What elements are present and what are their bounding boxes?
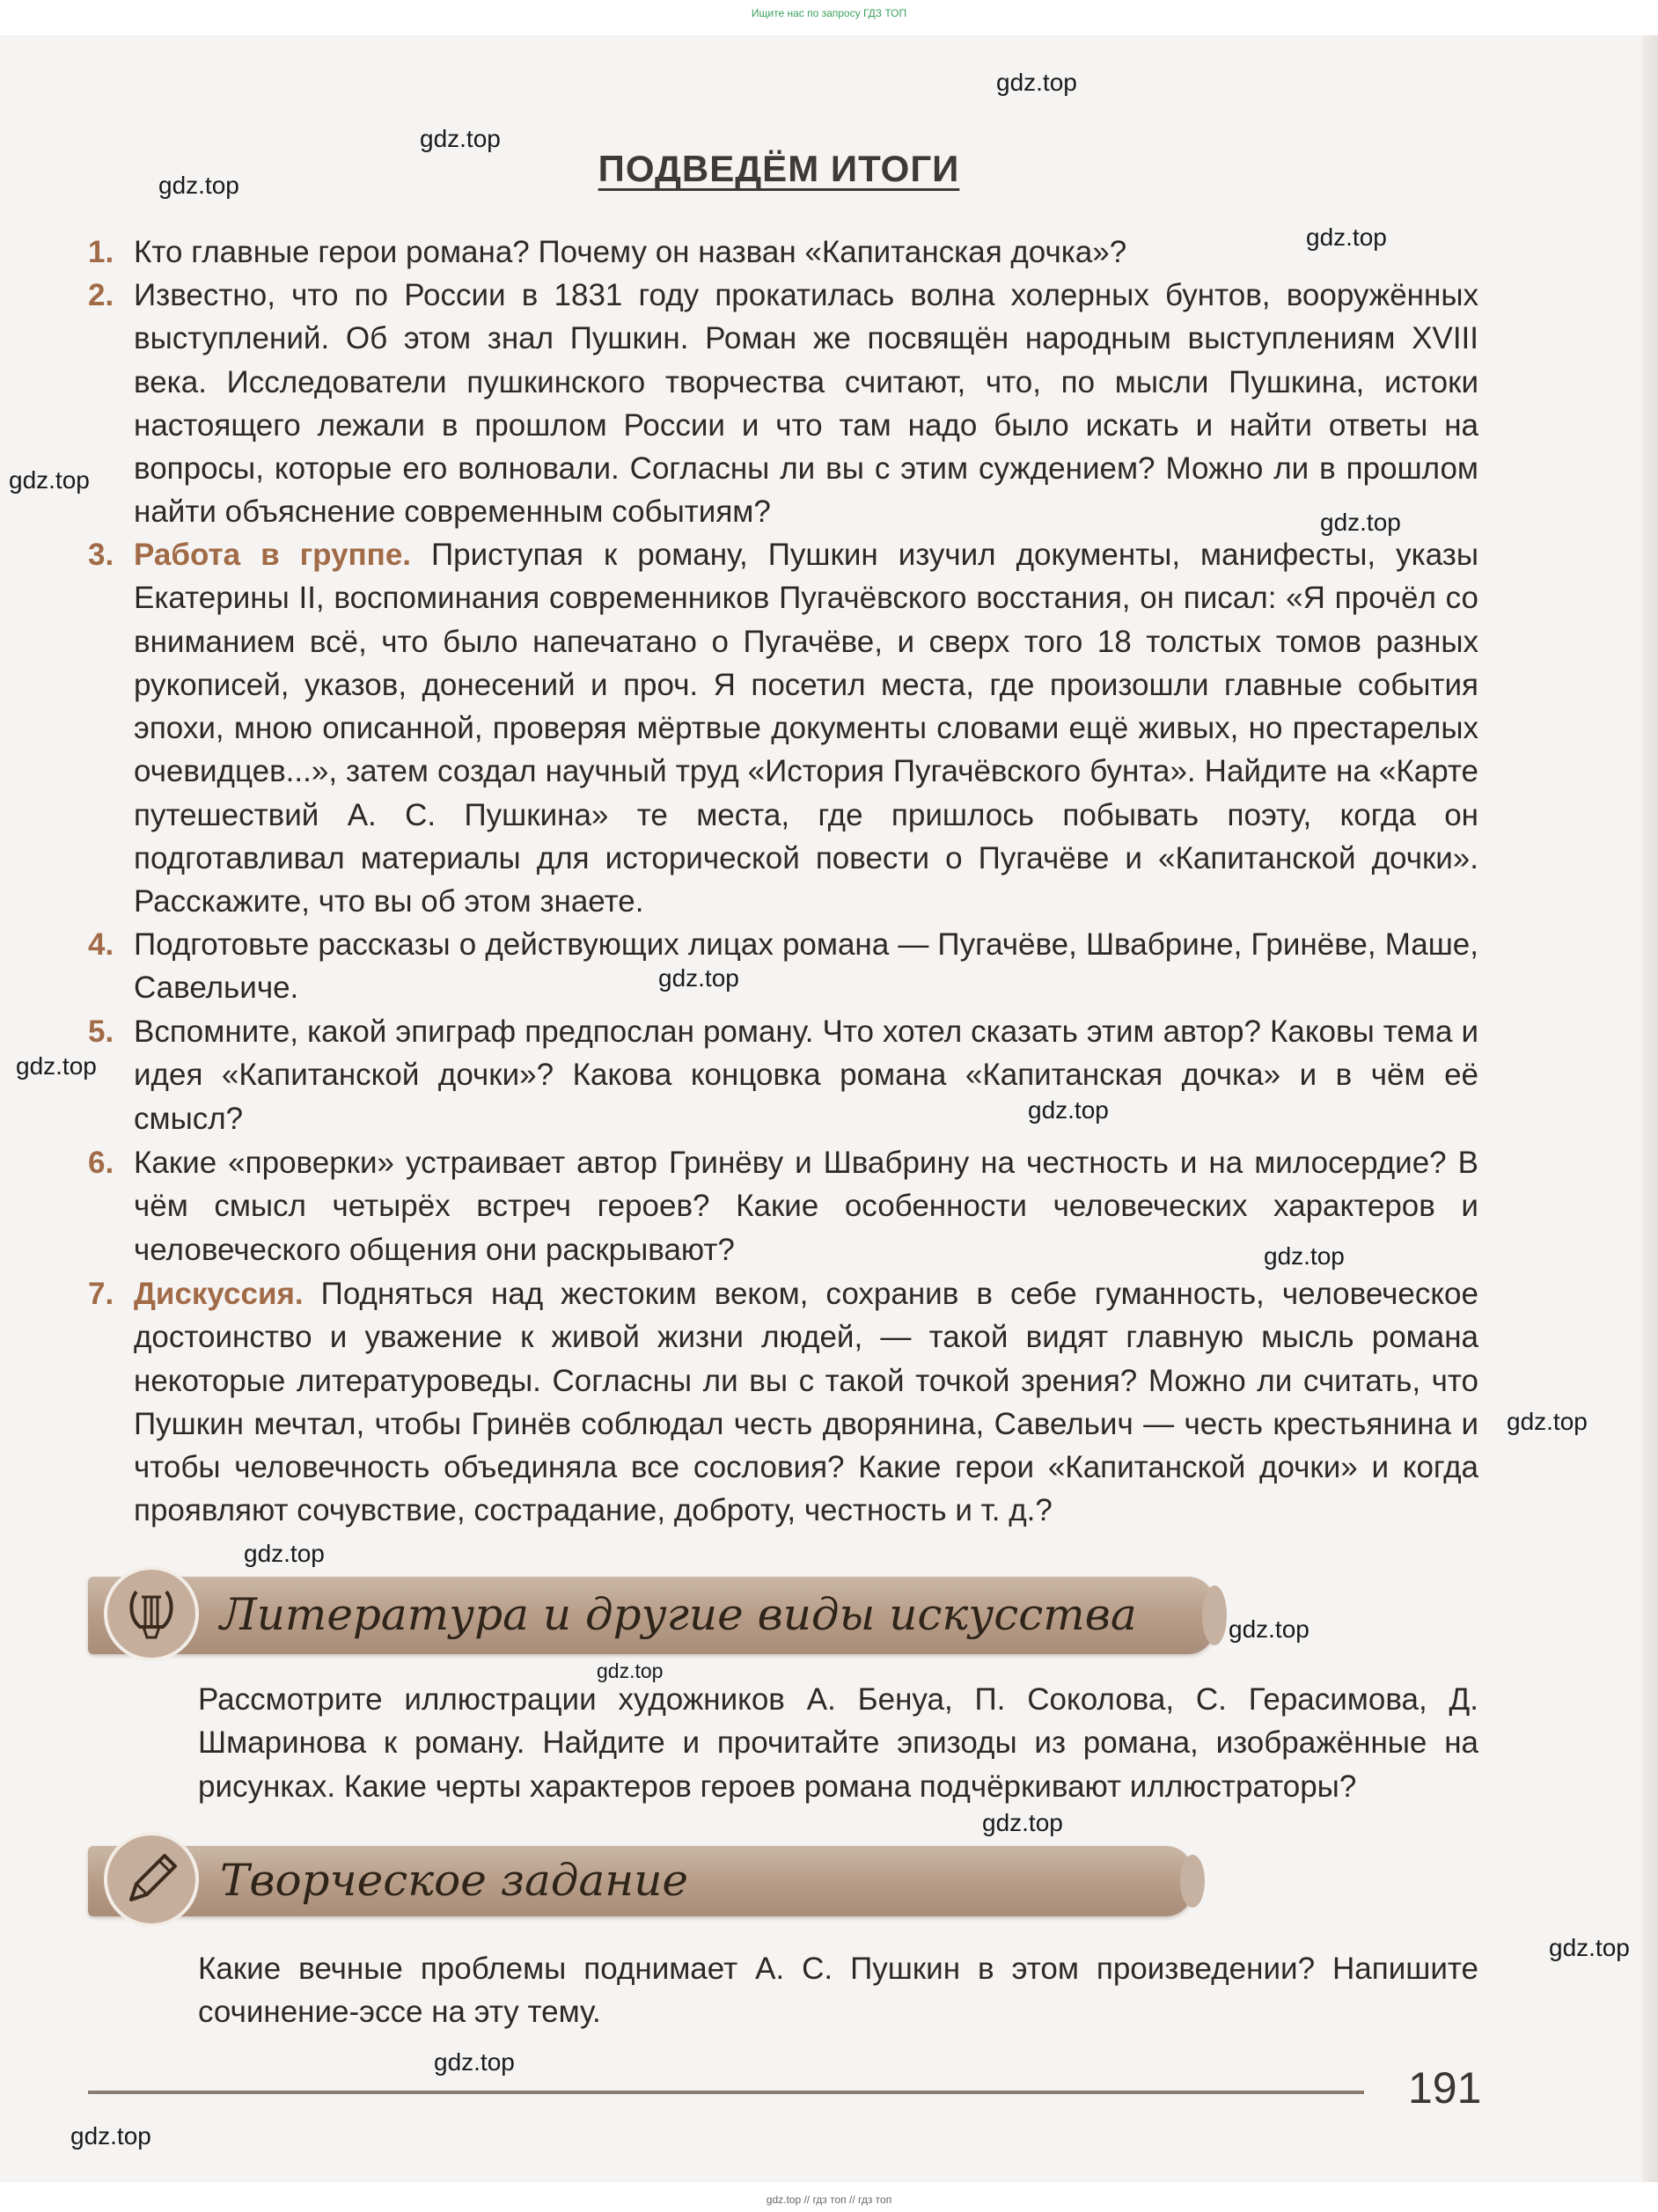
watermark: gdz.top (1549, 1934, 1630, 1961)
question-text: Кто главные герои романа? Почему он назван «Капитанская дочка»? (134, 235, 1127, 269)
lyre-icon (104, 1566, 199, 1661)
page-number: 191 (1408, 2063, 1482, 2113)
question-lead: Дискуссия. (134, 1277, 304, 1311)
watermark: gdz.top (1507, 1408, 1588, 1435)
question-4 (88, 923, 1478, 1010)
creative-banner (88, 1846, 1192, 1916)
question-text: Подняться над жестоким веком, сохранив в себе гуманность, человеческое достоинство и уважение к живой жизни людей, — такой видят главную мысль романа некоторые литературоведы. Согласны ли вы с такой точкой зрения? Можно ли считать, что Пушкин мечтал, чтобы Гринёв соблюдал честь дворянина, Савельич — честь крестьянина и чтобы человечность объединяла все сословия? Какие герои «Капитанской дочки» и когда проявляют сочувствие, сострадание, доброту, честность и т. д.? (134, 1277, 1478, 1528)
arts-banner-title: Литература и другие виды искусства (220, 1589, 1137, 1640)
watermark: gdz.top (9, 466, 90, 494)
watermark: gdz.top (70, 2122, 151, 2150)
watermark: gdz.top (16, 1052, 97, 1080)
watermark: gdz.top (597, 1659, 664, 1682)
pencil-icon (104, 1832, 199, 1927)
watermark: gdz.top (982, 1809, 1063, 1836)
question-number: 2. (88, 278, 114, 312)
page-title: ПОДВЕДЁМ ИТОГИ (598, 148, 960, 189)
question-text: Приступая к роману, Пушкин изучил документы, манифесты, указы Екатерины II, воспоминания современников Пугачёвского восстания, он писал: «Я прочёл со вниманием всё, что было напечатано о Пугачёве, и сверх того 18 толстых томов разных рукописей, указов, донесений и проч. Я посетил места, где произошли главные события эпохи, мною описанной, проверяя мёртвые документы словами ещё живых, но престарелых очевидцев...», затем создал научный труд «История Пугачёвского бунта». Найдите на «Карте путешествий А. С. Пушкина» те места, где пришлось побывать поэту, когда он подготавливал материалы для исторической повести о Пугачёве и «Капитанской дочки». Расскажите, что вы об этом знаете. (134, 538, 1478, 919)
watermark: gdz.top (1028, 1096, 1109, 1124)
top-search-note: Ищите нас по запросу ГДЗ ТОП (751, 7, 907, 19)
watermark: gdz.top (1229, 1615, 1310, 1643)
creative-banner-title: Творческое задание (220, 1855, 689, 1906)
question-lead: Работа в группе. (134, 538, 412, 572)
question-1 (88, 231, 1478, 274)
question-number: 3. (88, 538, 114, 572)
watermark: gdz.top (996, 69, 1077, 96)
question-5 (88, 1010, 1478, 1140)
watermark: gdz.top (1320, 509, 1401, 536)
watermark: gdz.top (1264, 1242, 1345, 1270)
watermark: gdz.top (420, 125, 501, 152)
question-7 (88, 1272, 1478, 1533)
question-number: 4. (88, 927, 114, 962)
question-text: Подготовьте рассказы о действующих лицах романа — Пугачёве, Швабрине, Гринёве, Маше, Савельиче. (134, 927, 1478, 1006)
question-text: Вспомните, какой эпиграф предпослан роману. Что хотел сказать этим автор? Каковы тема и идея «Капитанской дочки»? Какова концовка романа «Капитанская дочка» и в чём её смысл? (134, 1014, 1478, 1136)
question-number: 7. (88, 1277, 114, 1311)
watermark: gdz.top (434, 2048, 515, 2076)
watermark: gdz.top (658, 964, 739, 992)
question-number: 6. (88, 1146, 114, 1180)
question-number: 1. (88, 235, 114, 269)
question-2 (88, 274, 1478, 534)
arts-banner (88, 1577, 1214, 1654)
bottom-note: gdz.top // гдз топ // гдз топ (766, 2194, 892, 2206)
arts-task-text: Рассмотрите иллюстрации художников А. Бенуа, П. Соколова, С. Герасимова, Д. Шмаринова к роману. Найдите и прочитайте эпизоды из романа, изображённые на рисунках. Какие черты характеров героев романа подчёркивают иллюстраторы? (198, 1682, 1478, 1804)
watermark: gdz.top (244, 1540, 325, 1567)
watermark: gdz.top (158, 172, 239, 199)
question-3 (88, 533, 1478, 924)
question-number: 5. (88, 1014, 114, 1049)
footer-rule (88, 2091, 1364, 2094)
watermark: gdz.top (1306, 223, 1387, 251)
page-edge (1642, 35, 1658, 2182)
creative-task-text: Какие вечные проблемы поднимает А. С. Пушкин в этом произведении? Напишите сочинение-эссе на эту тему. (198, 1952, 1478, 2030)
question-text: Какие «проверки» устраивает автор Гринёву и Швабрину на честность и на милосердие? В чём смысл четырёх встреч героев? Какие особенности человеческих характеров и человеческого общения они раскрывают? (134, 1146, 1478, 1267)
question-text: Известно, что по России в 1831 году прокатилась волна холерных бунтов, вооружённых выступлений. Об этом знал Пушкин. Роман же посвящён народным выступлениям XVIII века. Исследователи пушкинского творчества считают, что, по мысли Пушкина, истоки настоящего лежали в прошлом России и что там надо было искать и найти ответы на вопросы, которые его волновали. Согласны ли вы с этим суждением? Можно ли в прошлом найти объяснение современным событиям? (134, 278, 1478, 530)
